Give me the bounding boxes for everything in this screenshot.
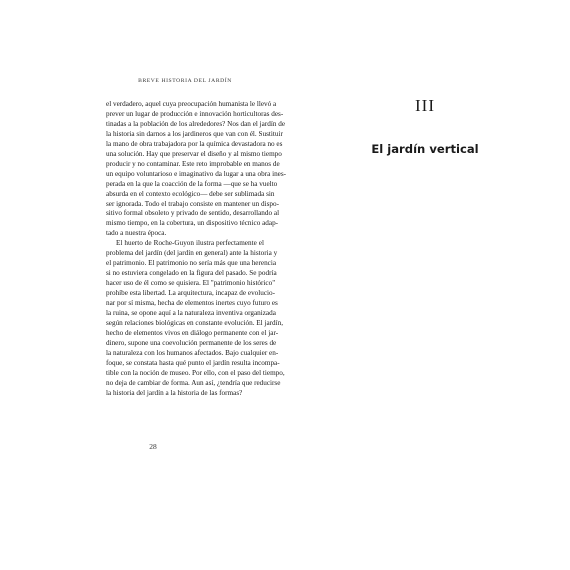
text-line: el patrimonio. El patrimonio no sería más que una herencia: [106, 259, 277, 268]
text-line: producir y no contaminar. Este reto improbable en manos de: [106, 159, 280, 168]
text-line: problema del jardín (del jardín en general) ante la historia y: [106, 249, 278, 258]
text-line: hacer uso de él como se quisiera. El "patrimonio histórico": [106, 279, 276, 288]
text-line: según relaciones biológicas en constante evolución. El jardín,: [106, 318, 284, 327]
text-line: la ruina, se opone aquí a la naturaleza inventiva organizada: [106, 309, 276, 318]
text-line: el verdadero, aquel cuya preocupación humanista le llevó a: [106, 100, 277, 108]
chapter-title: El jardín vertical: [371, 142, 479, 156]
running-head: BREVE HISTORIA DEL JARDÍN: [138, 78, 232, 84]
text-line: si no estuviera congelado en la figura del pasado. Se podría: [106, 269, 277, 278]
text-line: dinero, supone una coevolución permanente de los seres de: [106, 338, 277, 347]
text-line: una solución. Hay que preservar el diseño y al mismo tiempo: [106, 149, 282, 158]
text-line: El huerto de Roche-Guyon ilustra perfectamente el: [116, 239, 264, 248]
text-line: la historia sin darnos a los jardineros que van con él. Sustituir: [106, 129, 283, 138]
text-line: un equipo voluntarioso e imaginativo da lugar a una obra ines-: [106, 169, 287, 178]
text-line: prever un lugar de producción e innovación horticultoras des-: [106, 109, 284, 118]
text-line: absurda en el contexto ecológico— debe ser sublimada sin: [106, 189, 275, 198]
text-line: tinadas a la población de los alrededores? Nos dan el jardín de: [106, 119, 286, 128]
body-text: [106, 100, 287, 399]
text-line: tible con la noción de museo. Por ello, con el paso del tiempo,: [106, 368, 285, 377]
text-line: ser ignorada. Todo el trabajo consiste en mantener un dispo-: [106, 199, 280, 208]
text-line: tado a nuestra época.: [106, 229, 167, 238]
text-line: sitivo formal obsoleto y privado de sentido, desarrollando al: [106, 209, 280, 218]
text-line: no deja de cambiar de forma. Aun así, ¿tendría que reducirse: [106, 378, 281, 387]
text-line: hecho de elementos vivos en diálogo permanente con el jar-: [106, 328, 279, 337]
page-number: 28: [149, 442, 157, 451]
text-line: nar por sí misma, hecha de elementos inertes cuyo futuro es: [106, 299, 278, 308]
text-line: foque, se constata hasta qué punto el jardín resulta incompa-: [106, 358, 280, 367]
text-line: mismo tiempo, en la cobertura, un dispositivo técnico adap-: [106, 219, 279, 228]
text-line: la mano de obra trabajadora por la química devastadora no es: [106, 139, 283, 148]
text-line: prohíbe esta libertad. La arquitectura, incapaz de evolucio-: [106, 289, 276, 298]
text-line: la historia del jardín a la historia de las formas?: [106, 388, 243, 397]
right-page: [285, 0, 570, 570]
chapter-number: III: [415, 96, 435, 115]
text-line: perada en la que la coacción de la forma —que se ha vuelto: [106, 179, 278, 188]
text-line: la naturaleza con los humanos afectados. Bajo cualquier en-: [106, 348, 279, 357]
